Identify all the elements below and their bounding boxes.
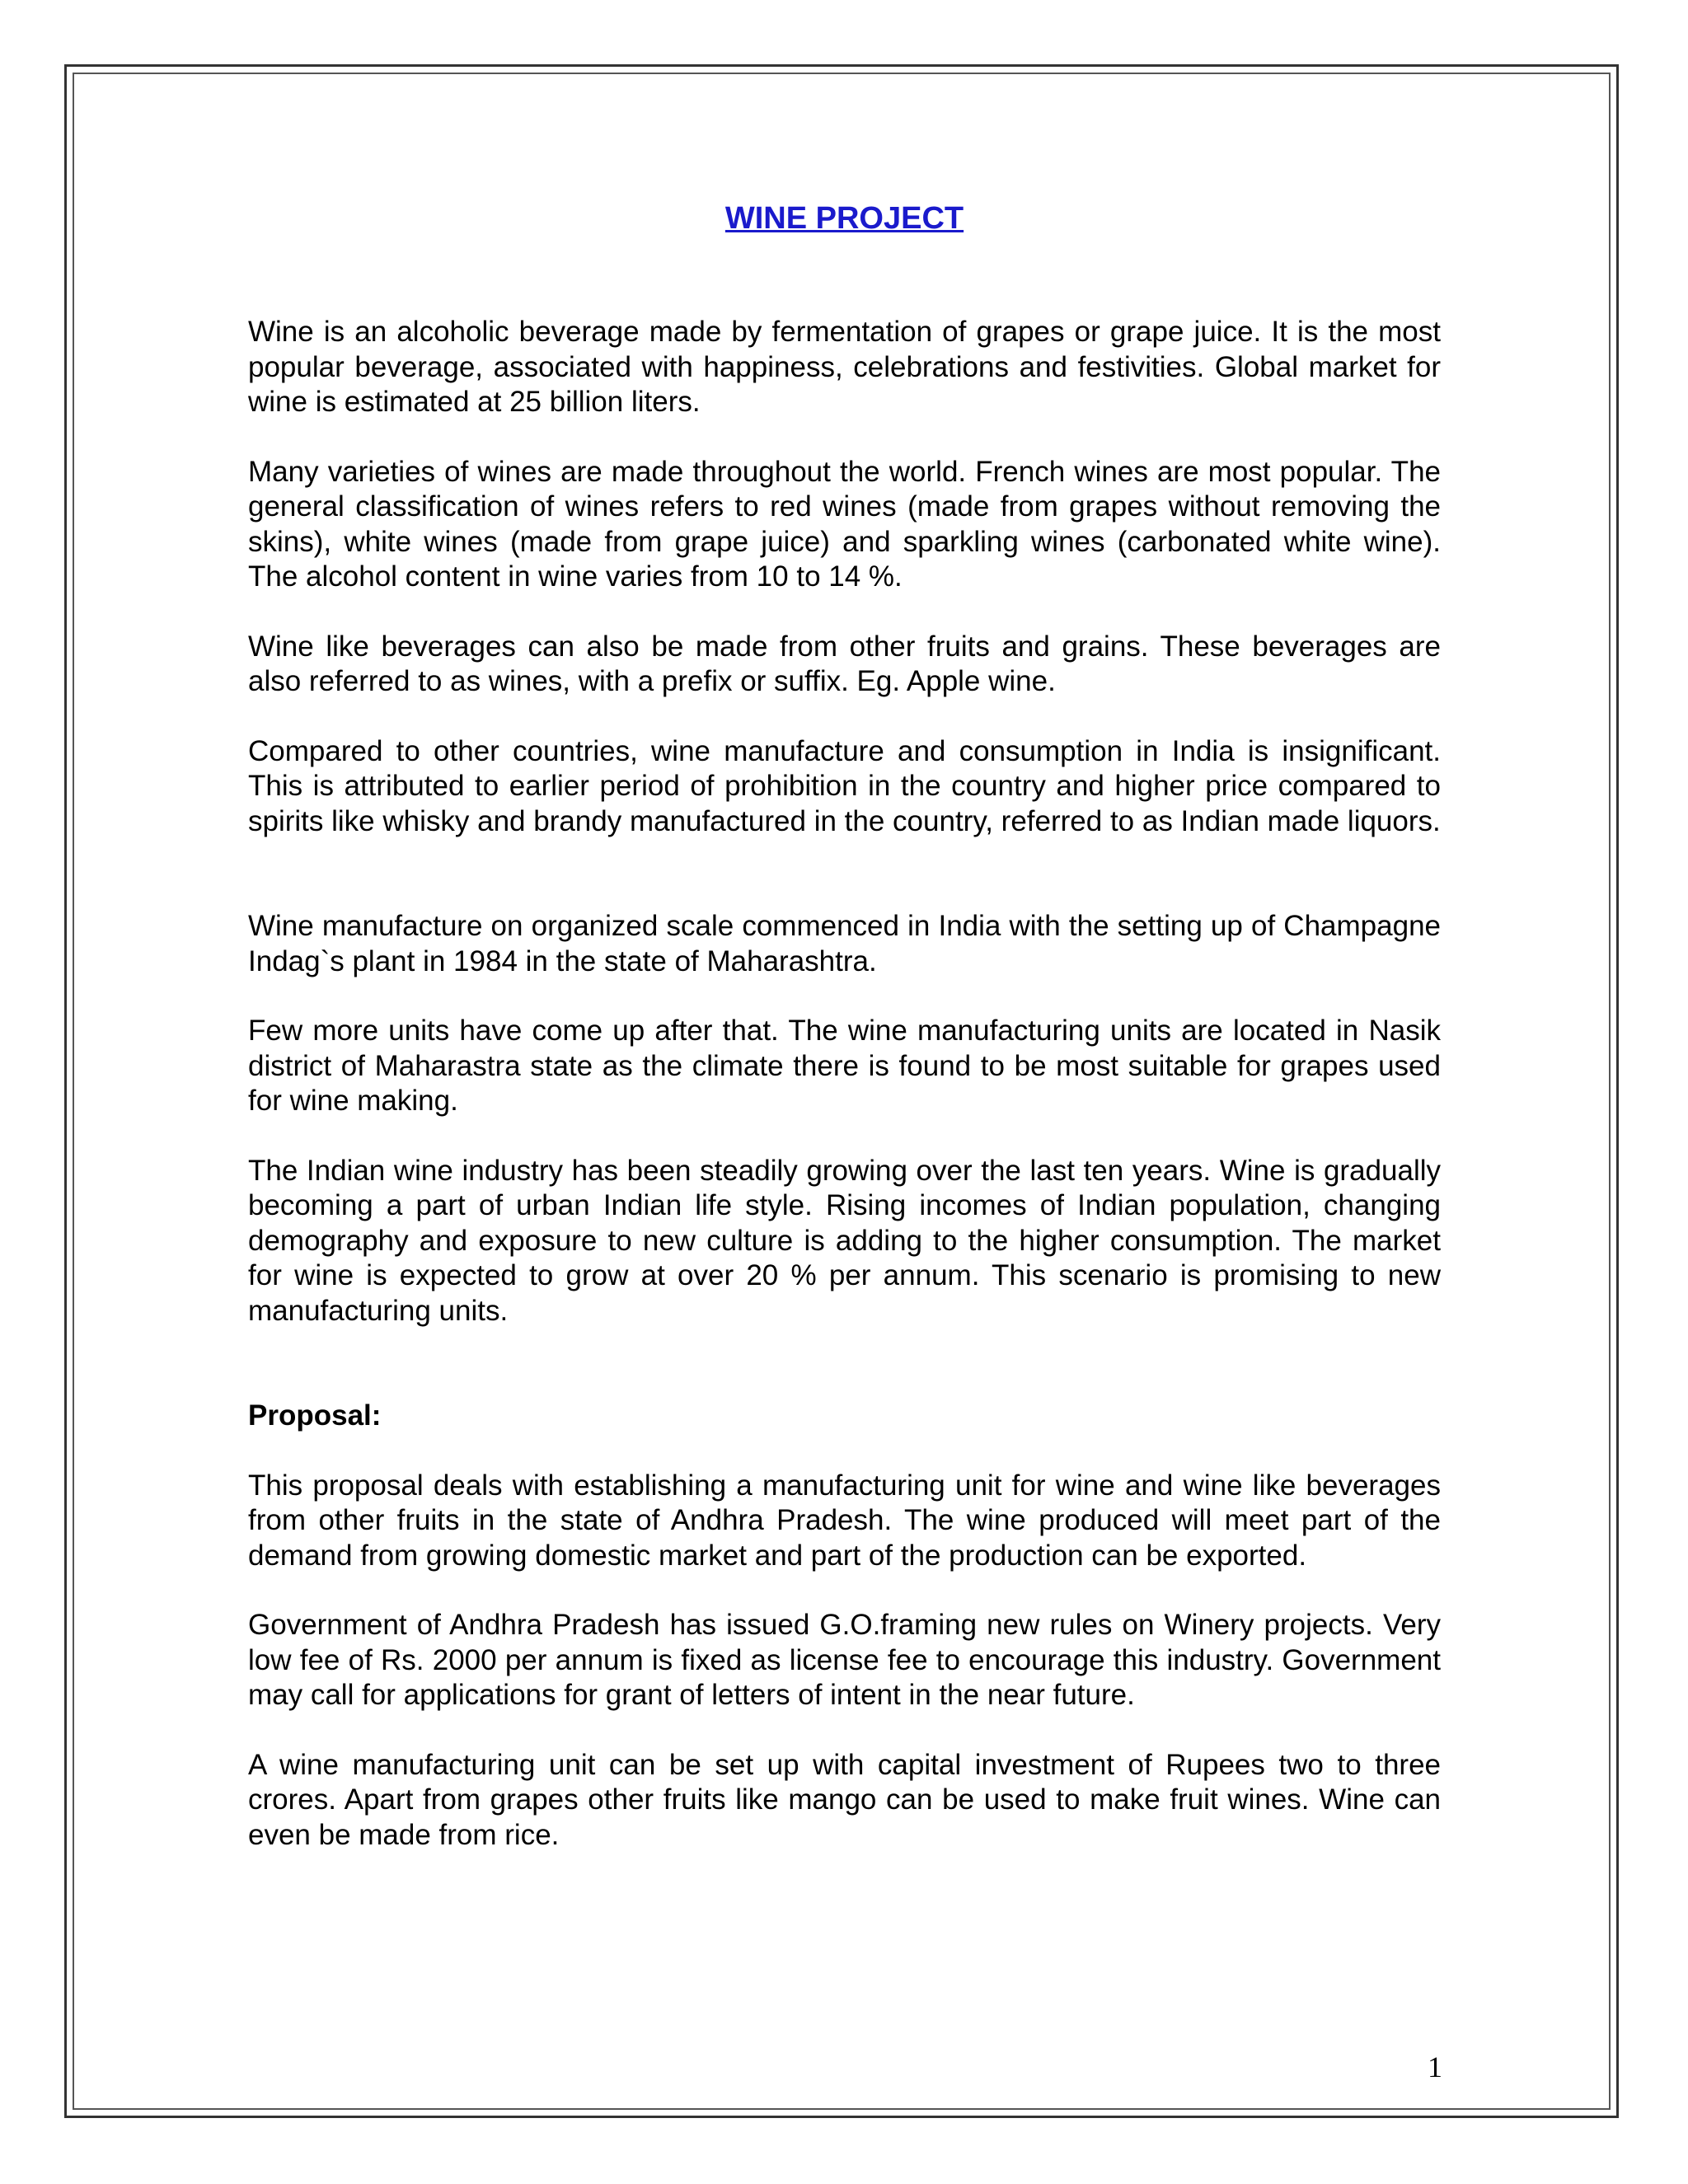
paragraph-india-comparison: Compared to other countries, wine manufacture and consumption in India is insignificant. This is attributed to earlier period of prohibition in the country and higher price compared to spirits like whisky and brandy manufactured in the country, referred to as Indian made liquors. xyxy=(248,734,1441,837)
paragraph-nasik-units: Few more units have come up after that. The wine manufacturing units are located in Nasik district of Maharastra state as the climate there is found to be most suitable for grapes used for wine making. xyxy=(248,1015,1441,1117)
paragraph-proposal-investment: A wine manufacturing unit can be set up with capital investment of Rupees two to three crores. Apart from grapes other fruits like mango can be used to make fruit wines. Wine can even be made from rice. xyxy=(248,1748,1441,1851)
paragraph-india-commencement: Wine manufacture on organized scale commenced in India with the setting up of Champagne Indag`s plant in 1984 in the state of Maharashtra. xyxy=(248,910,1441,977)
document-body xyxy=(248,198,1441,1887)
paragraph-industry-growth: The Indian wine industry has been steadily growing over the last ten years. Wine is gradually becoming a part of urban Indian life style. Rising incomes of Indian population, changing demography and exposure to new culture is adding to the higher consumption. The market for wine is expected to grow at over 20 % per annum. This scenario is promising to new manufacturing units. xyxy=(248,1154,1441,1327)
paragraph-wine-like-beverages: Wine like beverages can also be made from other fruits and grains. These beverages are also referred to as wines, with a prefix or suffix. Eg. Apple wine. xyxy=(248,630,1441,697)
document-title: WINE PROJECT xyxy=(724,201,964,236)
proposal-heading: Proposal: xyxy=(248,1399,382,1432)
page-number: 1 xyxy=(1428,2050,1442,2083)
paragraph-proposal-scope: This proposal deals with establishing a manufacturing unit for wine and wine like beverages from other fruits in the state of Andhra Pradesh. The wine produced will meet part of the demand from growing domestic market and part of the production can be exported. xyxy=(248,1469,1441,1572)
paragraph-proposal-government: Government of Andhra Pradesh has issued G.O.framing new rules on Winery projects. Very low fee of Rs. 2000 per annum is fixed as license fee to encourage this industry. Government may call for applications for grant of letters of intent in the near future. xyxy=(248,1609,1441,1711)
paragraph-wine-varieties: Many varieties of wines are made throughout the world. French wines are most popular. The general classification of wines refers to red wines (made from grapes without removing the skins), white wines (made from grape juice) and sparkling wines (carbonated white wine). The alcohol content in wine varies from 10 to 14 %. xyxy=(248,455,1441,593)
paragraph-wine-definition: Wine is an alcoholic beverage made by fermentation of grapes or grape juice. It is the most popular beverage, associated with happiness, celebrations and festivities. Global market for wine is estimated at 25 billion liters. xyxy=(248,316,1441,418)
